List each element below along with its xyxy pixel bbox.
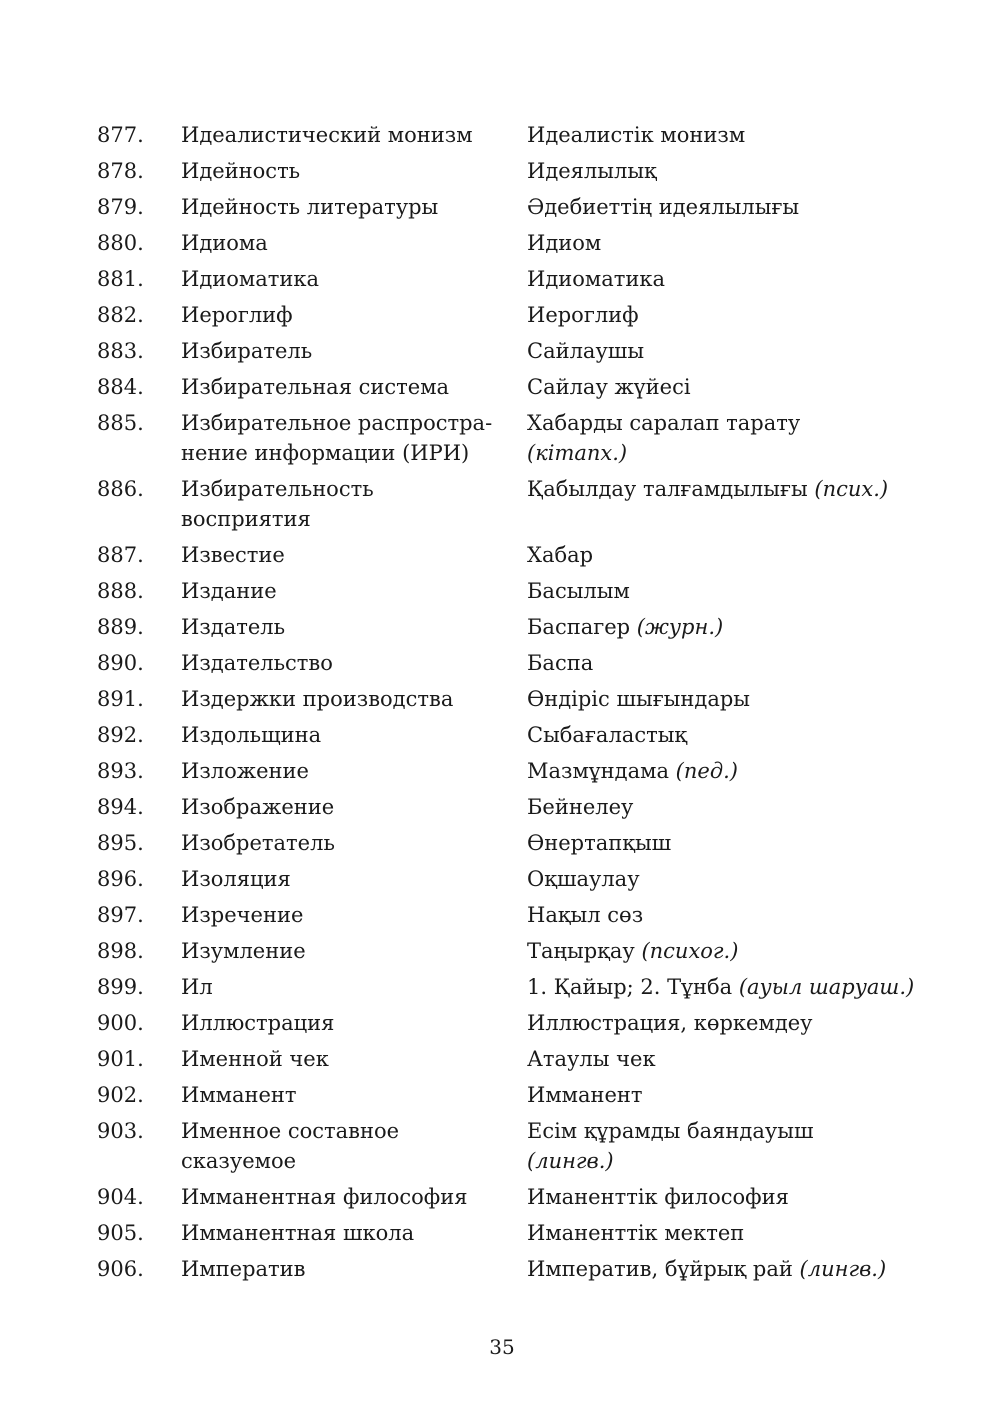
entry-number: 886. [97,477,144,501]
kazakh-term [527,408,927,468]
entry-row [97,900,927,930]
entry-number: 898. [97,939,144,963]
entry-number: 892. [97,723,144,747]
kazakh-term-text: Атаулы чек [527,1047,656,1071]
field-label: (пед.) [675,759,738,783]
field-label: (лингв.) [527,1149,614,1173]
entry-row [97,300,927,330]
entry-row [97,1008,927,1038]
kazakh-term [527,1044,927,1074]
page-number: 35 [489,1335,515,1359]
kazakh-term-text: Идиом [527,231,602,255]
entry-row [97,120,927,150]
russian-term: Идиоматика [181,267,319,291]
entry-row [97,864,927,894]
entry-row [97,228,927,258]
entry-number: 904. [97,1185,144,1209]
entry-row [97,720,927,750]
entry-row [97,1254,927,1284]
russian-term: Изложение [181,759,309,783]
russian-term: Изречение [181,903,304,927]
kazakh-term-text: Императив, бұйрық рай [527,1257,793,1281]
kazakh-term-text: Сайлау жүйесі [527,375,691,399]
kazakh-term [527,156,927,186]
kazakh-term-text: Оқшаулау [527,867,640,891]
entry-number: 905. [97,1221,144,1245]
entry-row [97,828,927,858]
russian-term: Издольщина [181,723,322,747]
kazakh-term [527,720,927,750]
kazakh-term-text: Иллюстрация, көркемдеу [527,1011,813,1035]
kazakh-term-text: Сайлаушы [527,339,645,363]
kazakh-term [527,1080,927,1110]
russian-term: Иероглиф [181,303,293,327]
entry-number: 900. [97,1011,144,1035]
kazakh-term-text: Есім құрамды баяндауыш [527,1119,814,1143]
entry-number: 894. [97,795,144,819]
entry-row [97,474,927,534]
kazakh-term-text: Идиоматика [527,267,665,291]
kazakh-term [527,1182,927,1212]
entry-row [97,156,927,186]
entry-number: 899. [97,975,144,999]
entry-number: 883. [97,339,144,363]
kazakh-term-text: Баспагер [527,615,631,639]
field-label: (психог.) [641,939,739,963]
kazakh-term [527,336,927,366]
entry-row [97,1044,927,1074]
kazakh-term-text: Бейнелеу [527,795,634,819]
entry-row [97,372,927,402]
kazakh-term [527,1254,927,1284]
kazakh-term [527,1116,927,1176]
russian-term: Избирательное распростра- нение информации (ИРИ) [181,411,493,465]
kazakh-term [527,936,927,966]
russian-term: Изумление [181,939,306,963]
kazakh-term [527,684,927,714]
kazakh-term-text: Қабылдау талғамдылығы [527,477,808,501]
entry-number: 901. [97,1047,144,1071]
entry-number: 880. [97,231,144,255]
russian-term: Изоляция [181,867,291,891]
kazakh-term-text: Сыбағаластық [527,723,688,747]
kazakh-term [527,120,927,150]
kazakh-term-text: Әдебиеттің идеялылығы [527,195,800,219]
russian-term: Идейность [181,159,301,183]
kazakh-term [527,228,927,258]
kazakh-term [527,264,927,294]
field-label: (лингв.) [799,1257,887,1281]
kazakh-term-text: 1. Қайыр; 2. Тұнба [527,975,733,999]
entry-row [97,192,927,222]
entry-number: 903. [97,1119,144,1143]
russian-term: Именной чек [181,1047,329,1071]
entry-row [97,792,927,822]
kazakh-term-text: Иманенттік мектеп [527,1221,745,1245]
entry-row [97,1080,927,1110]
russian-term: Имманент [181,1083,297,1107]
kazakh-term [527,372,927,402]
russian-term: Избирательная система [181,375,450,399]
kazakh-term [527,756,927,786]
kazakh-term-text: Нақыл сөз [527,903,644,927]
kazakh-term-text: Иероглиф [527,303,639,327]
entry-number: 877. [97,123,144,147]
entry-row [97,972,927,1002]
entry-number: 897. [97,903,144,927]
russian-term: Избирательность восприятия [181,477,374,531]
entry-number: 890. [97,651,144,675]
kazakh-term-text: Идеалистік монизм [527,123,746,147]
entry-row [97,336,927,366]
kazakh-term [527,900,927,930]
entry-number: 888. [97,579,144,603]
kazakh-term [527,972,927,1002]
entry-row [97,936,927,966]
entry-number: 896. [97,867,144,891]
entry-row [97,1116,927,1176]
kazakh-term-text: Өндіріс шығындары [527,687,751,711]
entry-number: 893. [97,759,144,783]
field-label: (псих.) [814,477,889,501]
kazakh-term-text: Баспа [527,651,594,675]
entry-row [97,264,927,294]
entry-number: 889. [97,615,144,639]
russian-term: Иллюстрация [181,1011,335,1035]
kazakh-term-text: Иманенттік философия [527,1185,789,1209]
kazakh-term [527,792,927,822]
russian-term: Идеалистический монизм [181,123,473,147]
kazakh-term [527,300,927,330]
kazakh-term [527,1008,927,1038]
entry-row [97,756,927,786]
entry-list [97,120,927,1290]
field-label: (журн.) [636,615,724,639]
kazakh-term [527,828,927,858]
entry-row [97,408,927,468]
kazakh-term [527,474,927,534]
entry-number: 884. [97,375,144,399]
russian-term: Изобретатель [181,831,335,855]
kazakh-term [527,540,927,570]
kazakh-term [527,648,927,678]
russian-term: Имманентная школа [181,1221,415,1245]
russian-term: Идиома [181,231,268,255]
kazakh-term-text: Өнертапқыш [527,831,672,855]
entry-row [97,540,927,570]
entry-row [97,648,927,678]
russian-term: Издание [181,579,277,603]
entry-number: 906. [97,1257,144,1281]
kazakh-term-text: Хабар [527,543,594,567]
kazakh-term-text: Имманент [527,1083,643,1107]
kazakh-term-text: Мазмұндама [527,759,669,783]
field-label: (кітапх.) [527,441,628,465]
russian-term: Ил [181,975,213,999]
russian-term: Известие [181,543,285,567]
russian-term: Идейность литературы [181,195,439,219]
entry-number: 891. [97,687,144,711]
entry-row [97,612,927,642]
entry-row [97,576,927,606]
entry-row [97,1182,927,1212]
entry-number: 879. [97,195,144,219]
entry-row [97,684,927,714]
russian-term: Именное составное сказуемое [181,1119,400,1173]
kazakh-term-text: Таңырқау [527,939,635,963]
kazakh-term [527,864,927,894]
kazakh-term-text: Идеялылық [527,159,657,183]
russian-term: Изображение [181,795,335,819]
kazakh-term [527,192,927,222]
russian-term: Издательство [181,651,333,675]
entry-number: 881. [97,267,144,291]
kazakh-term [527,576,927,606]
russian-term: Издатель [181,615,286,639]
entry-number: 895. [97,831,144,855]
field-label: (ауыл шаруаш.) [738,975,915,999]
russian-term: Издержки производства [181,687,454,711]
entry-number: 902. [97,1083,144,1107]
entry-number: 878. [97,159,144,183]
entry-number: 885. [97,411,144,435]
entry-row [97,1218,927,1248]
kazakh-term [527,1218,927,1248]
entry-number: 882. [97,303,144,327]
russian-term: Императив [181,1257,306,1281]
russian-term: Имманентная философия [181,1185,468,1209]
kazakh-term-text: Хабарды саралап тарату [527,411,801,435]
russian-term: Избиратель [181,339,313,363]
kazakh-term [527,612,927,642]
entry-number: 887. [97,543,144,567]
kazakh-term-text: Басылым [527,579,630,603]
